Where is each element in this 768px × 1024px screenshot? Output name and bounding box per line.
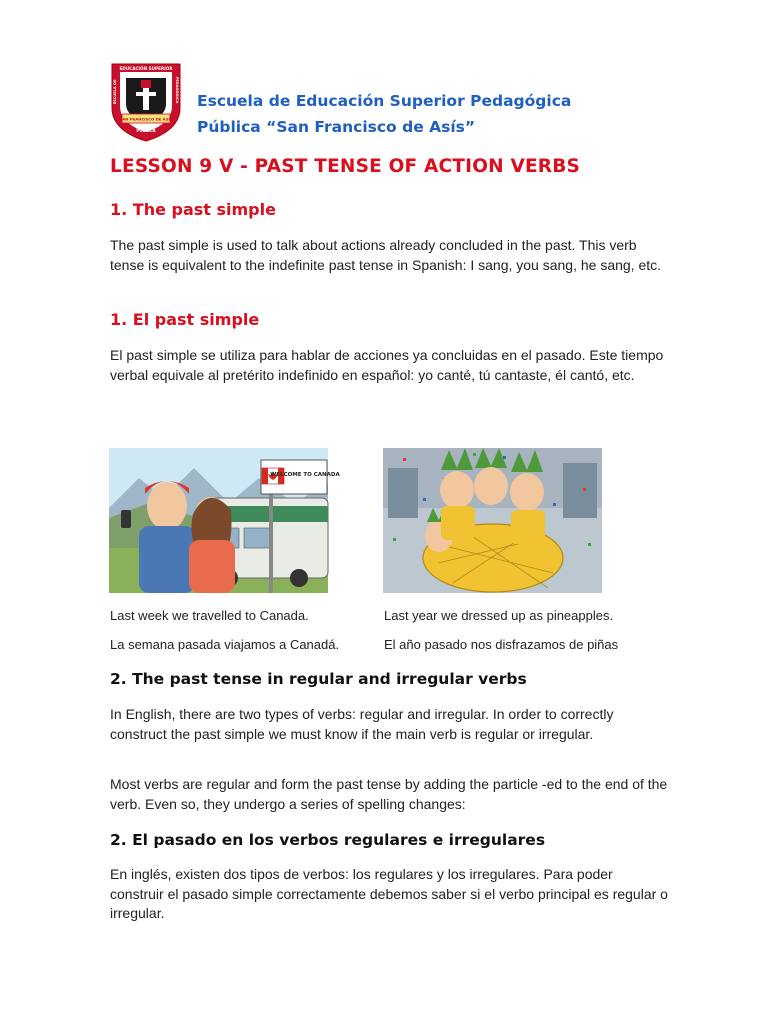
section2-en-body2: Most verbs are regular and form the past tense by adding the particle -ed to the end of the verb. Even so, they undergo a series of spelling changes: bbox=[110, 776, 668, 812]
section1-en-body: The past simple is used to talk about actions already concluded in the past. This verb tense is equivalent to the indefinite past tense in Spanish: I sang, you sang, he sang, etc. bbox=[110, 237, 662, 273]
canada-trip-illustration bbox=[109, 448, 340, 593]
caption-right-es: El año pasado nos disfrazamos de piñas bbox=[384, 637, 619, 652]
school-name-line1: Escuela de Educación Superior Pedagógica bbox=[197, 92, 572, 110]
logo-text-bottom: PÚBLICA bbox=[136, 128, 156, 133]
section2-es-heading: 2. El pasado en los verbos regulares e irregulares bbox=[110, 831, 546, 849]
section2-en-body1: In English, there are two types of verbs: regular and irregular. In order to correctly construct the past simple we must know if the main verb is regular or irregular. bbox=[110, 706, 614, 742]
school-crest-icon bbox=[108, 62, 184, 142]
section2-es-body: En inglés, existen dos tipos de verbos: los regulares y los irregulares. Para poder construir el pasado simple correctamente debemos saber si el verbo principal es regular o irregular. bbox=[110, 866, 668, 922]
logo-text-right: PEDAGÓGICA bbox=[175, 76, 179, 104]
logo-text-top: EDUCACIÓN SUPERIOR bbox=[119, 66, 173, 71]
caption-left-en: Last week we travelled to Canada. bbox=[110, 608, 309, 623]
school-name bbox=[197, 88, 571, 140]
caption-left-es: La semana pasada viajamos a Canadá. bbox=[110, 637, 340, 652]
section2-en-heading: 2. The past tense in regular and irregular verbs bbox=[110, 670, 527, 688]
logo-text-left: ESCUELA DE bbox=[113, 79, 117, 105]
section1-es-body: El past simple se utiliza para hablar de acciones ya concluidas en el pasado. Este tiempo verbal equivale al pretérito indefinido en español: yo canté, tú cantaste, él cantó, etc. bbox=[110, 347, 664, 383]
caption-right-en: Last year we dressed up as pineapples. bbox=[384, 608, 614, 623]
header bbox=[108, 62, 668, 142]
section1-en-heading: 1. The past simple bbox=[110, 200, 276, 219]
logo-text-banner: “SAN FRANCISCO DE ASÍS” bbox=[117, 116, 175, 122]
school-name-line2: Pública “San Francisco de Asís” bbox=[197, 118, 476, 136]
lesson-title: LESSON 9 V - PAST TENSE OF ACTION VERBS bbox=[110, 156, 581, 177]
welcome-sign-text: WELCOME TO CANADA bbox=[270, 472, 340, 478]
pineapple-costume-illustration bbox=[383, 448, 602, 593]
section1-es-heading: 1. El past simple bbox=[110, 310, 260, 329]
